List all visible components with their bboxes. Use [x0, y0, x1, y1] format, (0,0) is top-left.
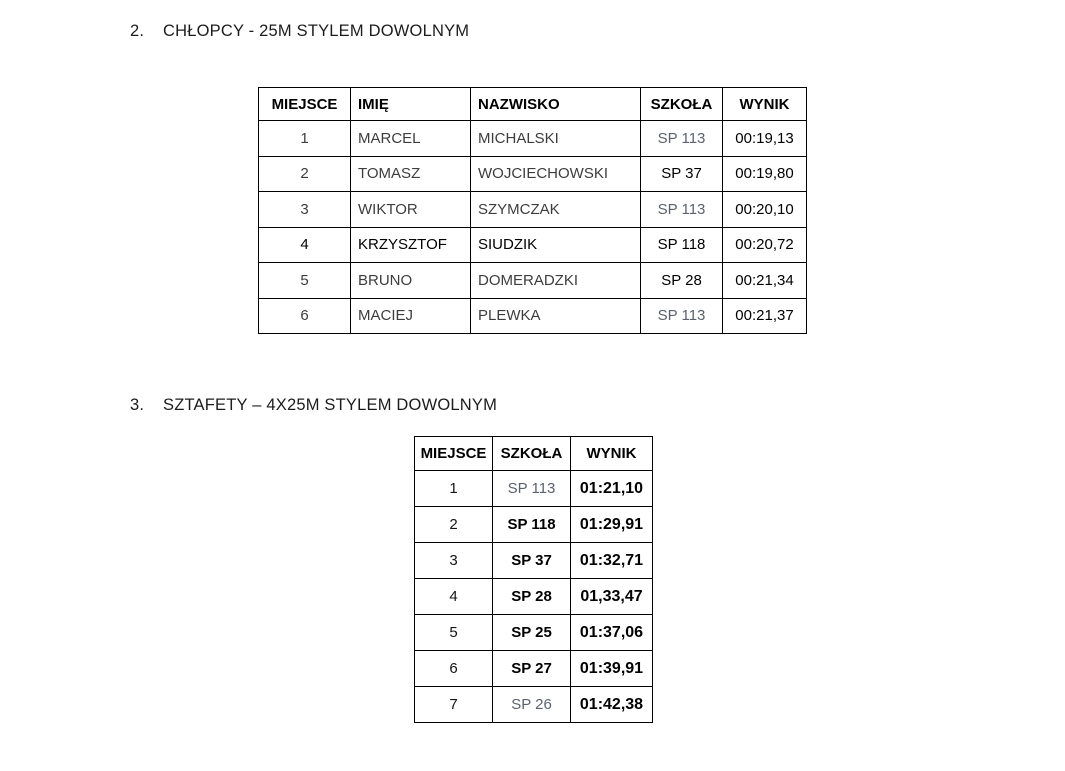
school-cell: SP 28: [493, 579, 571, 615]
place-cell: 5: [415, 615, 493, 651]
column-header-miejsce: MIEJSCE: [415, 437, 493, 471]
result-cell: 01:29,91: [571, 507, 653, 543]
table-header-row: [415, 437, 653, 471]
last-name-cell: SZYMCZAK: [471, 192, 641, 228]
first-name-cell: KRZYSZTOF: [351, 227, 471, 263]
column-header-imie: IMIĘ: [351, 88, 471, 121]
last-name-cell: MICHALSKI: [471, 121, 641, 157]
last-name-cell: SIUDZIK: [471, 227, 641, 263]
table-row: [415, 579, 653, 615]
table-header-row: [259, 88, 807, 121]
table-row: [259, 227, 807, 263]
result-cell: 00:21,37: [723, 298, 807, 334]
place-cell: 3: [415, 543, 493, 579]
result-cell: 01:39,91: [571, 651, 653, 687]
school-cell: SP 28: [641, 263, 723, 299]
column-header-wynik: WYNIK: [571, 437, 653, 471]
first-name-cell: MARCEL: [351, 121, 471, 157]
result-cell: 00:20,10: [723, 192, 807, 228]
section-2-title: CHŁOPCY - 25M STYLEM DOWOLNYM: [163, 22, 470, 40]
school-cell: SP 26: [493, 687, 571, 723]
place-cell: 4: [259, 227, 351, 263]
last-name-cell: WOJCIECHOWSKI: [471, 156, 641, 192]
section-3-number: 3.: [130, 396, 145, 414]
place-cell: 6: [415, 651, 493, 687]
school-cell: SP 27: [493, 651, 571, 687]
school-cell: SP 113: [641, 121, 723, 157]
table-row: [415, 543, 653, 579]
first-name-cell: TOMASZ: [351, 156, 471, 192]
table-row: [259, 121, 807, 157]
table-row: [415, 687, 653, 723]
result-cell: 01:21,10: [571, 471, 653, 507]
section-2-number: 2.: [130, 22, 145, 40]
column-header-szkola: SZKOŁA: [493, 437, 571, 471]
section-2-heading: [130, 22, 469, 41]
first-name-cell: MACIEJ: [351, 298, 471, 334]
table-row: [415, 615, 653, 651]
school-cell: SP 113: [641, 192, 723, 228]
place-cell: 5: [259, 263, 351, 299]
school-cell: SP 113: [493, 471, 571, 507]
column-header-wynik: WYNIK: [723, 88, 807, 121]
section-3-heading: [130, 396, 497, 415]
table-row: [415, 651, 653, 687]
table-row: [259, 156, 807, 192]
result-cell: 01:32,71: [571, 543, 653, 579]
result-cell: 01:42,38: [571, 687, 653, 723]
first-name-cell: WIKTOR: [351, 192, 471, 228]
result-cell: 00:21,34: [723, 263, 807, 299]
place-cell: 7: [415, 687, 493, 723]
table-row: [259, 263, 807, 299]
school-cell: SP 25: [493, 615, 571, 651]
column-header-miejsce: MIEJSCE: [259, 88, 351, 121]
result-cell: 01:37,06: [571, 615, 653, 651]
school-cell: SP 37: [641, 156, 723, 192]
column-header-nazwisko: NAZWISKO: [471, 88, 641, 121]
boys-25m-results-table: [258, 87, 807, 334]
result-cell: 00:20,72: [723, 227, 807, 263]
last-name-cell: PLEWKA: [471, 298, 641, 334]
first-name-cell: BRUNO: [351, 263, 471, 299]
place-cell: 4: [415, 579, 493, 615]
relay-4x25m-results-table: [414, 436, 653, 723]
place-cell: 1: [415, 471, 493, 507]
school-cell: SP 113: [641, 298, 723, 334]
place-cell: 6: [259, 298, 351, 334]
result-cell: 00:19,80: [723, 156, 807, 192]
column-header-szkola: SZKOŁA: [641, 88, 723, 121]
result-cell: 00:19,13: [723, 121, 807, 157]
school-cell: SP 118: [641, 227, 723, 263]
place-cell: 2: [259, 156, 351, 192]
table-row: [415, 471, 653, 507]
table-row: [415, 507, 653, 543]
place-cell: 1: [259, 121, 351, 157]
place-cell: 2: [415, 507, 493, 543]
table-row: [259, 298, 807, 334]
section-3-title: SZTAFETY – 4X25M STYLEM DOWOLNYM: [163, 396, 498, 414]
school-cell: SP 118: [493, 507, 571, 543]
place-cell: 3: [259, 192, 351, 228]
result-cell: 01,33,47: [571, 579, 653, 615]
last-name-cell: DOMERADZKI: [471, 263, 641, 299]
table-row: [259, 192, 807, 228]
school-cell: SP 37: [493, 543, 571, 579]
